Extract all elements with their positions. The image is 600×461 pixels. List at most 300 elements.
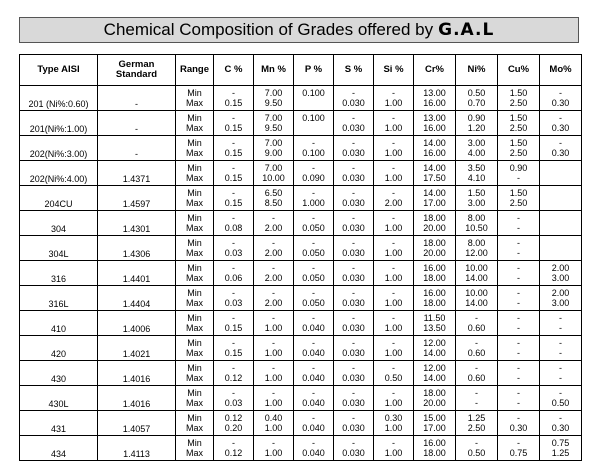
- si-min-value: -: [392, 437, 395, 448]
- ni-max-value: 1.20: [467, 123, 486, 133]
- c-min-value: -: [232, 312, 235, 323]
- p-max-value: 0.050: [302, 248, 325, 258]
- c-max-value: 0.15: [224, 148, 243, 158]
- s-max-value: 0.030: [342, 273, 365, 283]
- si-max-value: 1.00: [384, 123, 403, 133]
- ni-min-value: 8.00: [467, 212, 486, 223]
- german-standard-cell: -: [98, 86, 176, 111]
- p-max-value: [294, 98, 333, 109]
- s-max-value: 0.030: [342, 123, 365, 133]
- cr-max-value: 17.00: [423, 423, 446, 433]
- c-max-value: 0.15: [224, 198, 243, 208]
- ni-cell: [456, 386, 498, 411]
- cr-min-value: 18.00: [423, 212, 446, 223]
- title-text: Chemical Composition of Grades offered by: [103, 20, 434, 39]
- ni-min-value: -: [475, 387, 478, 398]
- cr-cell: [414, 261, 456, 286]
- german-standard-cell: 1.4113: [98, 436, 176, 461]
- si-min-value: -: [392, 237, 395, 248]
- mn-cell: [254, 261, 294, 286]
- c-cell: [214, 386, 254, 411]
- s-max-value: 0.030: [342, 398, 365, 408]
- cu-max-value: -: [517, 323, 520, 333]
- table-row: [20, 111, 582, 136]
- mo-min-value: [540, 188, 581, 199]
- table-row: [20, 136, 582, 161]
- c-max-value: 0.15: [224, 123, 243, 133]
- cr-max-value: 18.00: [423, 298, 446, 308]
- ni-min-value: 1.25: [467, 412, 486, 423]
- s-cell: [334, 111, 374, 136]
- cu-max-value: -: [517, 398, 520, 408]
- range-min-label: Min: [187, 337, 202, 348]
- s-max-value: 0.030: [342, 373, 365, 383]
- grade-cell: 410: [20, 311, 98, 336]
- mn-min-value: -: [272, 312, 275, 323]
- ni-max-value: 12.00: [465, 248, 488, 258]
- table-row: [20, 411, 582, 436]
- composition-table-container: [19, 54, 581, 461]
- ni-min-value: 0.90: [467, 112, 486, 123]
- ni-min-value: 3.00: [467, 137, 486, 148]
- german-standard-cell: 1.4006: [98, 311, 176, 336]
- mo-cell: [540, 211, 582, 236]
- mo-cell: [540, 311, 582, 336]
- c-min-value: -: [232, 212, 235, 223]
- si-cell: [374, 261, 414, 286]
- range-max-label: Max: [185, 373, 203, 383]
- ni-cell: [456, 86, 498, 111]
- s-min-value: -: [352, 387, 355, 398]
- si-min-value: -: [392, 387, 395, 398]
- cr-cell: [414, 361, 456, 386]
- s-max-value: 0.030: [342, 423, 365, 433]
- p-min-value: -: [312, 387, 315, 398]
- ni-max-value: 0.50: [467, 448, 486, 458]
- c-min-value: -: [232, 162, 235, 173]
- range-min-label: Min: [187, 237, 202, 248]
- si-max-value: 2.00: [384, 198, 403, 208]
- s-min-value: -: [352, 162, 355, 173]
- table-row: [20, 161, 582, 186]
- cu-cell: [498, 261, 540, 286]
- cu-max-value: 0.30: [509, 423, 528, 433]
- s-cell: [334, 186, 374, 211]
- range-cell: [176, 136, 214, 161]
- range-cell: [176, 211, 214, 236]
- mo-max-value: 0.30: [551, 423, 570, 433]
- header-s: S %: [334, 55, 374, 86]
- s-min-value: -: [352, 362, 355, 373]
- cu-min-value: -: [517, 237, 520, 248]
- mo-max-value: [540, 248, 581, 259]
- c-max-value: 0.06: [224, 273, 243, 283]
- mo-max-value: 3.00: [551, 273, 570, 283]
- s-min-value: -: [352, 87, 355, 98]
- cu-cell: [498, 436, 540, 461]
- mn-max-value: 2.00: [264, 223, 283, 233]
- cr-min-value: 13.00: [423, 112, 446, 123]
- ni-cell: [456, 236, 498, 261]
- cr-cell: [414, 386, 456, 411]
- cu-cell: [498, 411, 540, 436]
- s-min-value: -: [352, 287, 355, 298]
- cu-cell: [498, 211, 540, 236]
- mo-min-value: -: [559, 112, 562, 123]
- cu-cell: [498, 86, 540, 111]
- si-cell: [374, 286, 414, 311]
- cu-max-value: 2.50: [509, 123, 528, 133]
- c-cell: [214, 286, 254, 311]
- german-standard-cell: 1.4021: [98, 336, 176, 361]
- grade-cell: 430: [20, 361, 98, 386]
- mo-cell: [540, 111, 582, 136]
- c-cell: [214, 336, 254, 361]
- german-standard-cell: 1.4301: [98, 211, 176, 236]
- ni-min-value: -: [475, 337, 478, 348]
- cu-cell: [498, 161, 540, 186]
- s-max-value: 0.030: [342, 223, 365, 233]
- p-max-value: 0.040: [302, 373, 325, 383]
- si-min-value: 0.30: [384, 412, 403, 423]
- si-cell: [374, 386, 414, 411]
- cu-min-value: 0.90: [509, 162, 528, 173]
- mn-max-value: 8.50: [264, 198, 283, 208]
- c-min-value: -: [232, 287, 235, 298]
- ni-min-value: 1.50: [467, 187, 486, 198]
- table-row: [20, 311, 582, 336]
- mn-max-value: 1.00: [264, 448, 283, 458]
- ni-max-value: 4.10: [467, 173, 486, 183]
- mo-cell: [540, 286, 582, 311]
- range-max-label: Max: [185, 448, 203, 458]
- cr-max-value: 16.00: [423, 148, 446, 158]
- c-min-value: 0.12: [224, 412, 243, 423]
- cu-max-value: -: [517, 223, 520, 233]
- range-min-label: Min: [187, 312, 202, 323]
- ni-min-value: 0.50: [467, 87, 486, 98]
- mn-min-value: -: [272, 237, 275, 248]
- german-standard-cell: 1.4401: [98, 261, 176, 286]
- si-cell: [374, 236, 414, 261]
- mo-max-value: 0.50: [551, 398, 570, 408]
- range-min-label: Min: [187, 387, 202, 398]
- cu-max-value: -: [517, 173, 520, 183]
- c-cell: [214, 186, 254, 211]
- table-row: [20, 361, 582, 386]
- c-max-value: 0.12: [224, 373, 243, 383]
- cr-min-value: 18.00: [423, 237, 446, 248]
- grade-cell: 304L: [20, 236, 98, 261]
- cu-min-value: -: [517, 412, 520, 423]
- mn-max-value: 9.50: [264, 98, 283, 108]
- range-min-label: Min: [187, 187, 202, 198]
- mo-max-value: [540, 198, 581, 209]
- grade-cell: 202(Ni%:4.00): [20, 161, 98, 186]
- mo-max-value: [540, 173, 581, 184]
- cr-max-value: 17.00: [423, 198, 446, 208]
- range-cell: [176, 186, 214, 211]
- cu-max-value: 2.50: [509, 198, 528, 208]
- mo-max-value: 3.00: [551, 298, 570, 308]
- s-min-value: -: [352, 212, 355, 223]
- cu-cell: [498, 286, 540, 311]
- p-min-value: -: [312, 312, 315, 323]
- cr-min-value: 15.00: [423, 412, 446, 423]
- header-si: Si %: [374, 55, 414, 86]
- range-cell: [176, 286, 214, 311]
- c-cell: [214, 236, 254, 261]
- cr-cell: [414, 161, 456, 186]
- ni-max-value: 14.00: [465, 298, 488, 308]
- cu-min-value: 1.50: [509, 112, 528, 123]
- mo-cell: [540, 436, 582, 461]
- si-cell: [374, 161, 414, 186]
- ni-min-value: 8.00: [467, 237, 486, 248]
- si-max-value: 1.00: [384, 348, 403, 358]
- s-max-value: 0.030: [342, 198, 365, 208]
- p-max-value: 0.040: [302, 348, 325, 358]
- mo-min-value: -: [559, 412, 562, 423]
- si-max-value: 1.00: [384, 98, 403, 108]
- mn-cell: [254, 436, 294, 461]
- cu-min-value: -: [517, 262, 520, 273]
- mn-cell: [254, 311, 294, 336]
- range-min-label: Min: [187, 412, 202, 423]
- header-row: [20, 55, 582, 86]
- ni-min-value: 10.00: [465, 262, 488, 273]
- p-min-value: -: [312, 237, 315, 248]
- cr-min-value: 14.00: [423, 162, 446, 173]
- ni-max-value: 2.50: [467, 423, 486, 433]
- c-cell: [214, 361, 254, 386]
- german-standard-cell: 1.4371: [98, 161, 176, 186]
- mn-max-value: 1.00: [264, 323, 283, 333]
- table-row: [20, 211, 582, 236]
- range-cell: [176, 86, 214, 111]
- s-min-value: -: [352, 187, 355, 198]
- cu-min-value: -: [517, 387, 520, 398]
- grade-cell: 201 (Ni%:0.60): [20, 86, 98, 111]
- cu-min-value: -: [517, 212, 520, 223]
- si-max-value: 1.00: [384, 148, 403, 158]
- grade-cell: 202(Ni%:3.00): [20, 136, 98, 161]
- cu-min-value: -: [517, 287, 520, 298]
- c-max-value: 0.08: [224, 223, 243, 233]
- ni-cell: [456, 136, 498, 161]
- s-min-value: -: [352, 112, 355, 123]
- mn-cell: [254, 411, 294, 436]
- p-cell: [294, 311, 334, 336]
- s-max-value: 0.030: [342, 323, 365, 333]
- mo-cell: [540, 261, 582, 286]
- s-max-value: 0.030: [342, 448, 365, 458]
- mn-cell: [254, 111, 294, 136]
- ni-min-value: -: [475, 312, 478, 323]
- mo-max-value: [540, 223, 581, 234]
- c-max-value: 0.03: [224, 248, 243, 258]
- mo-max-value: 0.30: [551, 148, 570, 158]
- ni-cell: [456, 286, 498, 311]
- p-max-value: 1.000: [302, 198, 325, 208]
- range-max-label: Max: [185, 423, 203, 433]
- s-max-value: 0.030: [342, 98, 365, 108]
- mn-max-value: 2.00: [264, 248, 283, 258]
- ni-cell: [456, 111, 498, 136]
- mo-min-value: 2.00: [551, 287, 570, 298]
- composition-table: [19, 54, 582, 461]
- ni-cell: [456, 211, 498, 236]
- c-min-value: -: [232, 187, 235, 198]
- header-p: P %: [294, 55, 334, 86]
- range-cell: [176, 161, 214, 186]
- range-min-label: Min: [187, 137, 202, 148]
- cu-max-value: -: [517, 248, 520, 258]
- cr-max-value: 16.00: [423, 123, 446, 133]
- cr-cell: [414, 186, 456, 211]
- c-cell: [214, 411, 254, 436]
- cr-cell: [414, 336, 456, 361]
- p-min-value: -: [312, 412, 315, 423]
- ni-max-value: 0.60: [467, 373, 486, 383]
- s-cell: [334, 261, 374, 286]
- ni-cell: [456, 311, 498, 336]
- cu-cell: [498, 336, 540, 361]
- ni-max-value: 0.70: [467, 98, 486, 108]
- range-min-label: Min: [187, 162, 202, 173]
- cu-max-value: 0.75: [509, 448, 528, 458]
- cr-max-value: 14.00: [423, 373, 446, 383]
- mn-cell: [254, 161, 294, 186]
- c-max-value: 0.15: [224, 348, 243, 358]
- range-max-label: Max: [185, 273, 203, 283]
- mn-max-value: 9.50: [264, 123, 283, 133]
- ni-min-value: -: [475, 437, 478, 448]
- p-min-value: -: [312, 287, 315, 298]
- header-mn: Mn %: [254, 55, 294, 86]
- cu-max-value: -: [517, 273, 520, 283]
- german-standard-cell: 1.4016: [98, 386, 176, 411]
- mo-min-value: 0.75: [551, 437, 570, 448]
- si-cell: [374, 436, 414, 461]
- si-cell: [374, 411, 414, 436]
- mn-min-value: 6.50: [264, 187, 283, 198]
- mn-cell: [254, 386, 294, 411]
- cr-min-value: 18.00: [423, 387, 446, 398]
- mo-cell: [540, 236, 582, 261]
- range-max-label: Max: [185, 248, 203, 258]
- ni-max-value: 0.60: [467, 323, 486, 333]
- range-max-label: Max: [185, 173, 203, 183]
- header-ni: Ni%: [456, 55, 498, 86]
- german-standard-cell: -: [98, 111, 176, 136]
- p-min-value: -: [312, 212, 315, 223]
- range-cell: [176, 311, 214, 336]
- mo-cell: [540, 361, 582, 386]
- ni-cell: [456, 411, 498, 436]
- s-min-value: -: [352, 237, 355, 248]
- mn-min-value: 0.40: [264, 412, 283, 423]
- cr-cell: [414, 411, 456, 436]
- s-min-value: -: [352, 337, 355, 348]
- mo-min-value: [540, 213, 581, 224]
- cr-cell: [414, 236, 456, 261]
- cr-max-value: 20.00: [423, 398, 446, 408]
- c-min-value: -: [232, 262, 235, 273]
- range-max-label: Max: [185, 323, 203, 333]
- p-cell: [294, 386, 334, 411]
- range-cell: [176, 336, 214, 361]
- range-min-label: Min: [187, 87, 202, 98]
- grade-cell: 420: [20, 336, 98, 361]
- cr-max-value: 14.00: [423, 348, 446, 358]
- german-standard-cell: 1.4057: [98, 411, 176, 436]
- si-min-value: -: [392, 287, 395, 298]
- german-standard-cell: 1.4016: [98, 361, 176, 386]
- si-min-value: -: [392, 262, 395, 273]
- range-cell: [176, 436, 214, 461]
- header-type-aisi: Type AISI: [20, 55, 98, 86]
- s-cell: [334, 336, 374, 361]
- grade-cell: 431: [20, 411, 98, 436]
- mn-min-value: 7.00: [264, 162, 283, 173]
- mn-min-value: -: [272, 437, 275, 448]
- ni-min-value: 3.50: [467, 162, 486, 173]
- c-max-value: 0.15: [224, 98, 243, 108]
- range-max-label: Max: [185, 123, 203, 133]
- table-row: [20, 261, 582, 286]
- mn-min-value: 7.00: [264, 112, 283, 123]
- s-min-value: -: [352, 137, 355, 148]
- brand-name: G.A.L: [438, 20, 495, 40]
- table-row: [20, 236, 582, 261]
- mo-cell: [540, 411, 582, 436]
- si-cell: [374, 186, 414, 211]
- cu-cell: [498, 186, 540, 211]
- mn-min-value: -: [272, 362, 275, 373]
- cr-cell: [414, 111, 456, 136]
- table-row: [20, 86, 582, 111]
- mn-min-value: 7.00: [264, 137, 283, 148]
- cu-min-value: 1.50: [509, 137, 528, 148]
- cr-min-value: 14.00: [423, 137, 446, 148]
- s-max-value: 0.030: [342, 298, 365, 308]
- page-title: [19, 17, 579, 43]
- cr-min-value: 16.00: [423, 262, 446, 273]
- s-cell: [334, 136, 374, 161]
- grade-cell: 430L: [20, 386, 98, 411]
- ni-max-value: -: [475, 398, 478, 408]
- range-min-label: Min: [187, 437, 202, 448]
- p-max-value: 0.040: [302, 423, 325, 433]
- cu-max-value: 2.50: [509, 148, 528, 158]
- cr-max-value: 18.00: [423, 273, 446, 283]
- p-cell: [294, 361, 334, 386]
- cu-cell: [498, 311, 540, 336]
- cu-cell: [498, 136, 540, 161]
- p-min-value: -: [312, 162, 315, 173]
- mo-min-value: -: [559, 137, 562, 148]
- si-max-value: 1.00: [384, 298, 403, 308]
- c-max-value: 0.15: [224, 173, 243, 183]
- c-cell: [214, 311, 254, 336]
- si-min-value: -: [392, 162, 395, 173]
- s-min-value: -: [352, 412, 355, 423]
- mo-max-value: 1.25: [551, 448, 570, 458]
- si-max-value: 1.00: [384, 448, 403, 458]
- cu-max-value: -: [517, 373, 520, 383]
- cr-max-value: 16.00: [423, 98, 446, 108]
